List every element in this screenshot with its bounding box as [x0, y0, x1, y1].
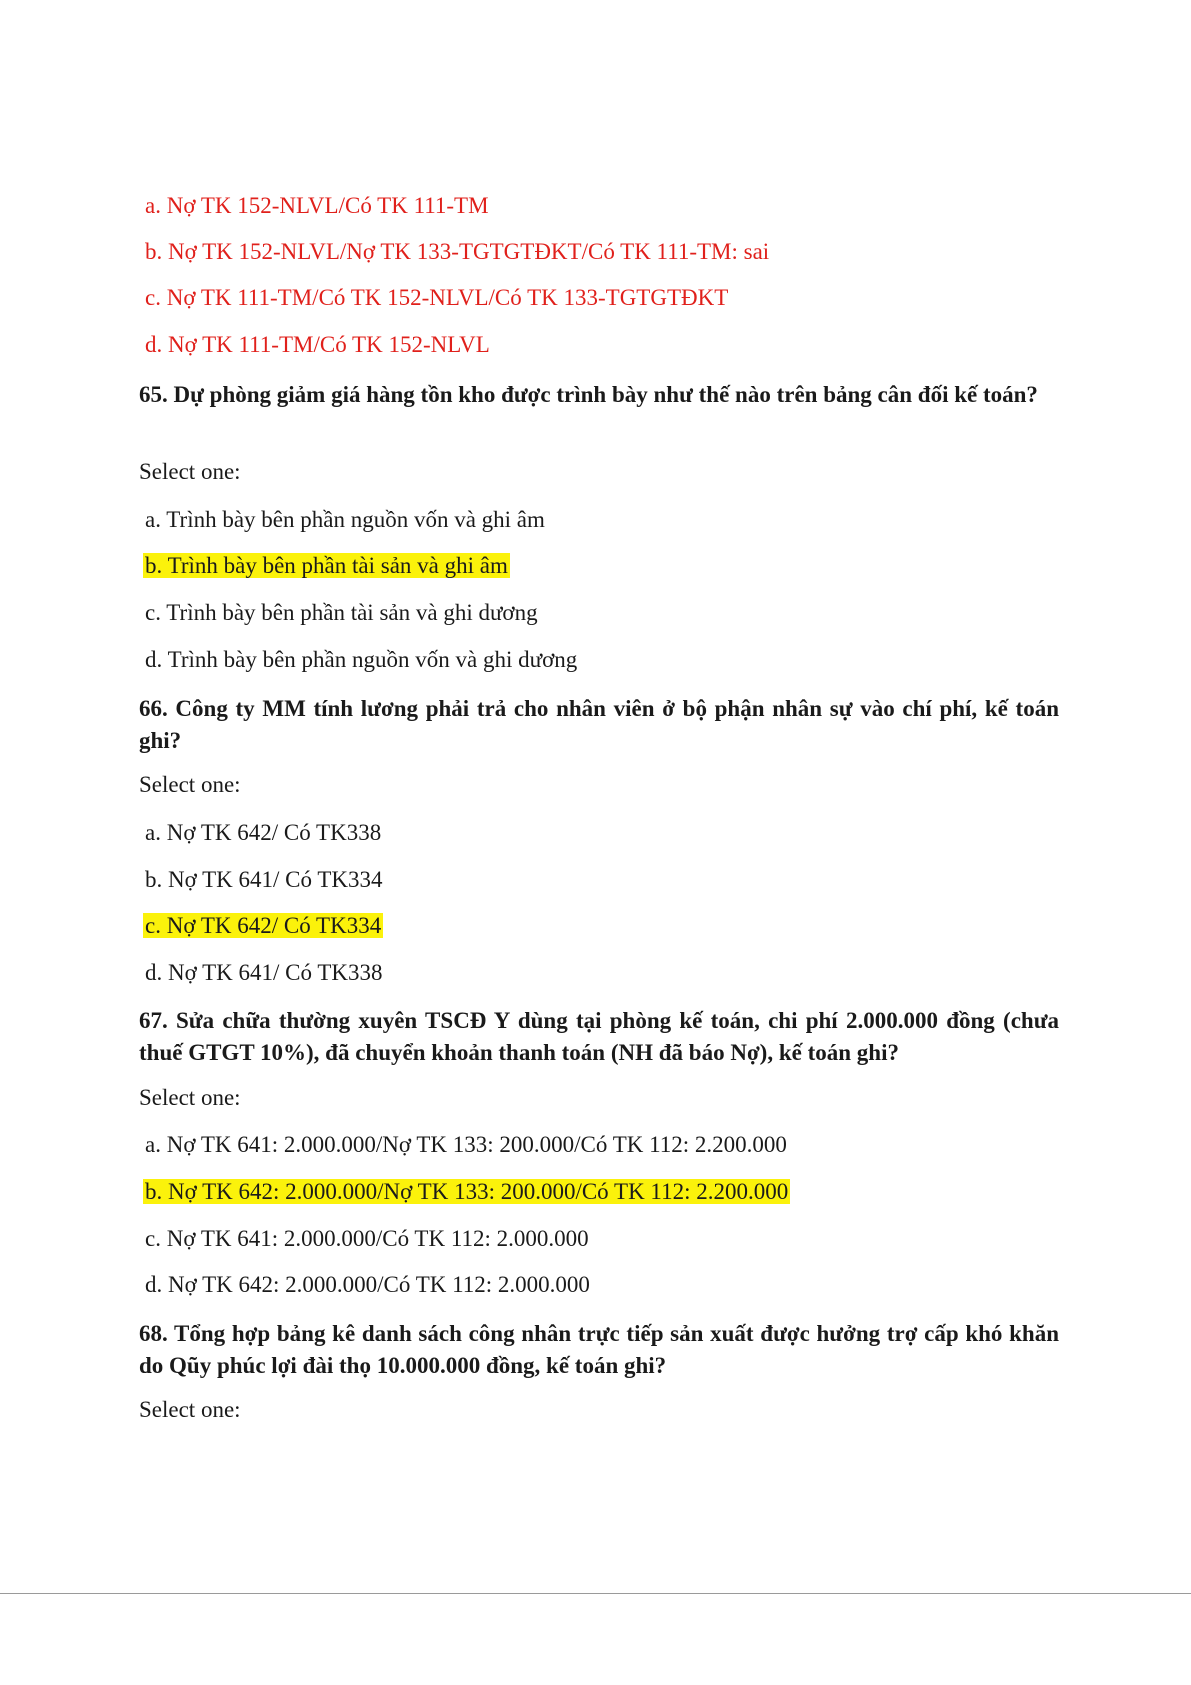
- question-65: 65. Dự phòng giảm giá hàng tồn kho được trình bày như thế nào trên bảng cân đối kế toán?: [139, 382, 1038, 407]
- q66-option-d: d. Nợ TK 641/ Có TK338: [145, 960, 383, 985]
- select-one-label: Select one:: [139, 459, 241, 484]
- prev-option-c: c. Nợ TK 111-TM/Có TK 152-NLVL/Có TK 133-TGTGTĐKT: [145, 285, 729, 310]
- q66-option-c: [145, 911, 383, 941]
- highlighted-answer: b. Nợ TK 642: 2.000.000/Nợ TK 133: 200.000/Có TK 112: 2.200.000: [145, 1179, 789, 1204]
- highlighted-answer: c. Nợ TK 642/ Có TK334: [145, 913, 382, 938]
- highlighted-answer: b. Trình bày bên phần tài sản và ghi âm: [145, 553, 508, 578]
- question-66: 66. Công ty MM tính lương phải trả cho nhân viên ở bộ phận nhân sự vào chí phí, kế toán ghi?: [139, 696, 1059, 753]
- question-68: 68. Tổng hợp bảng kê danh sách công nhân trực tiếp sản xuất được hưởng trợ cấp khó khăn do Qũy phúc lợi đài thọ 10.000.000 đồng, kế toán ghi?: [139, 1321, 1059, 1378]
- q67-option-c: c. Nợ TK 641: 2.000.000/Có TK 112: 2.000.000: [145, 1226, 589, 1251]
- prev-option-b: b. Nợ TK 152-NLVL/Nợ TK 133-TGTGTĐKT/Có TK 111-TM: sai: [145, 239, 770, 264]
- q65-option-b: [145, 551, 510, 581]
- question-67: 67. Sửa chữa thường xuyên TSCĐ Y dùng tại phòng kế toán, chi phí 2.000.000 đồng (chưa thuế GTGT 10%), đã chuyển khoản thanh toán (NH đã báo Nợ), kế toán ghi?: [139, 1008, 1059, 1065]
- q66-option-b: b. Nợ TK 641/ Có TK334: [145, 867, 383, 892]
- q67-option-a: a. Nợ TK 641: 2.000.000/Nợ TK 133: 200.000/Có TK 112: 2.200.000: [145, 1132, 787, 1157]
- select-one-label: Select one:: [139, 1397, 241, 1422]
- q65-option-d: d. Trình bày bên phần nguồn vốn và ghi dương: [145, 647, 578, 672]
- q67-option-d: d. Nợ TK 642: 2.000.000/Có TK 112: 2.000.000: [145, 1272, 590, 1297]
- footer-divider: [0, 1593, 1191, 1594]
- q67-option-b: [145, 1177, 790, 1207]
- select-one-label: Select one:: [139, 1085, 241, 1110]
- q66-option-a: a. Nợ TK 642/ Có TK338: [145, 820, 382, 845]
- prev-option-a: a. Nợ TK 152-NLVL/Có TK 111-TM: [145, 193, 489, 218]
- select-one-label: Select one:: [139, 772, 241, 797]
- q65-option-c: c. Trình bày bên phần tài sản và ghi dương: [145, 600, 538, 625]
- prev-option-d: d. Nợ TK 111-TM/Có TK 152-NLVL: [145, 332, 490, 357]
- q65-option-a: a. Trình bày bên phần nguồn vốn và ghi âm: [145, 507, 545, 532]
